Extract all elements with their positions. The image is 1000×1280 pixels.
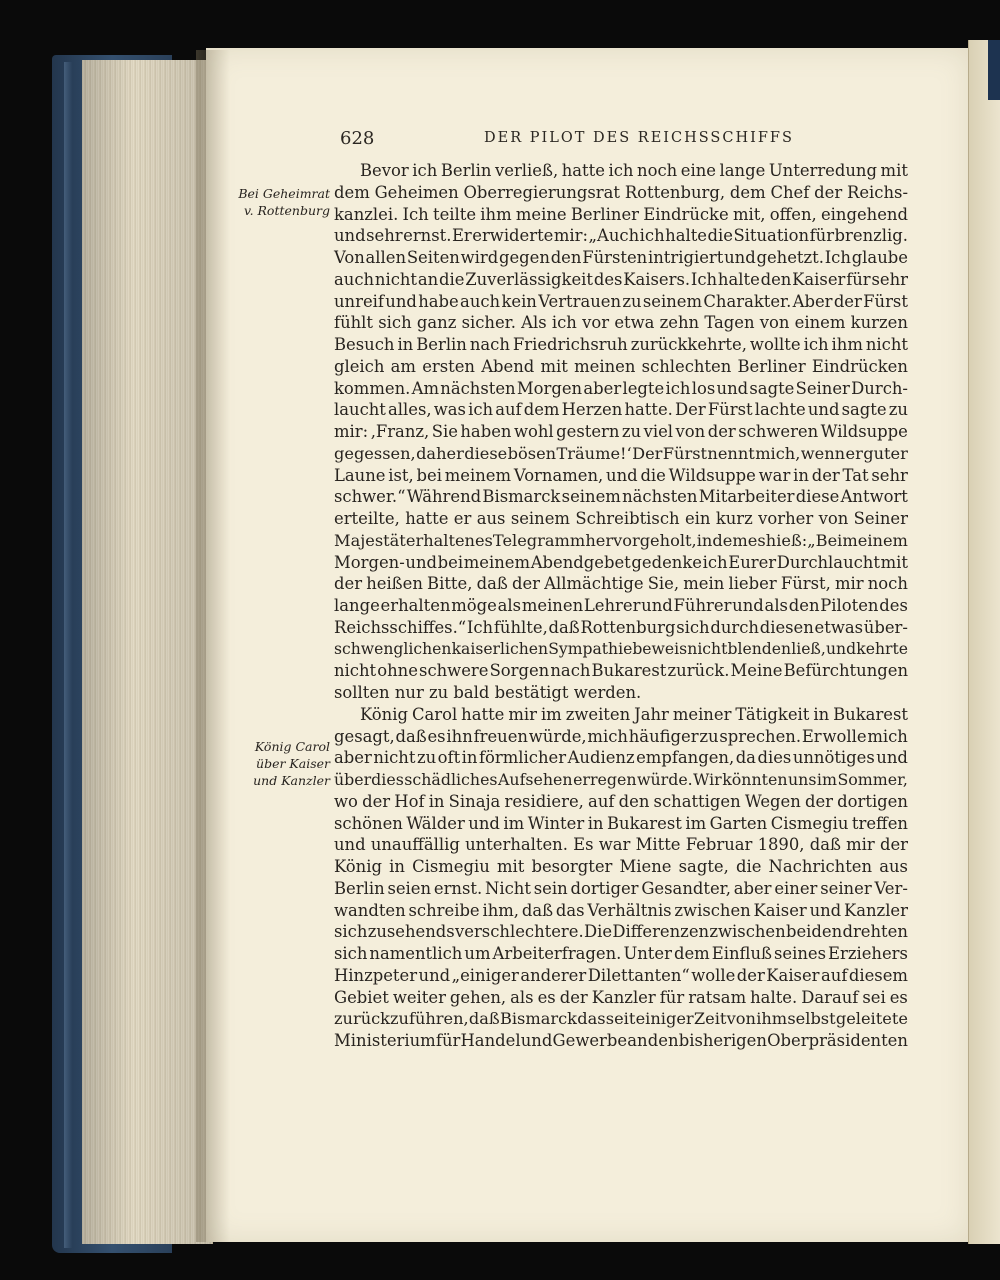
text-line: schwer.“ Während Bismarck seinem nächsten Mitarbeiter diese Antwort — [334, 487, 908, 507]
page-header — [340, 128, 910, 156]
text-line: Hinzpeter und „einiger anderer Dilettanten“ wolle der Kaiser auf diesem — [334, 965, 908, 985]
text-line: mir: ‚Franz, Sie haben wohl gestern zu viel von der schweren Wildsuppe — [334, 422, 908, 441]
cover-edge — [64, 62, 72, 1248]
text-line: kommen. Am nächsten Morgen aber legte ich los und sagte Seiner Durch- — [334, 378, 908, 398]
facing-page-edge — [968, 40, 1000, 1244]
text-line: schwenglichen kaiserlichen Sympathiebeweis nicht blenden ließ, und kehrte — [334, 639, 908, 658]
text-line: zurückzuführen, daß Bismarck das seit einiger Zeit von ihm selbst geleitete — [334, 1009, 908, 1029]
text-line: Gebiet weiter gehen, als es der Kanzler für ratsam halte. Darauf sei es — [334, 987, 908, 1007]
margin-note-line: Bei Geheimrat — [238, 186, 330, 201]
margin-note-line: v. Rottenburg — [244, 203, 330, 218]
text-line: gesagt, daß es ihn freuen würde, mich häufiger zu sprechen. Er wolle mich — [334, 726, 908, 746]
text-line: sich zusehends verschlechtere. Die Differenzen zwischen beiden drehten — [334, 922, 908, 942]
text-line: wandten schreibe ihm, daß das Verhältnis zwischen Kaiser und Kanzler — [334, 900, 908, 920]
text-line: lange erhalten möge als meinen Lehrer und Führer und als den Piloten des — [334, 596, 908, 615]
text-line: Reichsschiffes.“ Ich fühlte, daß Rottenburg sich durch diesen etwas über- — [334, 617, 908, 637]
margin-note-line: König Carol — [254, 739, 330, 754]
margin-note-rottenburg — [218, 185, 330, 219]
text-line: Laune ist, bei meinem Vornamen, und die Wildsuppe war in der Tat sehr — [334, 465, 908, 485]
text-line: König Carol hatte mir im zweiten Jahr meiner Tätigkeit in Bukarest — [360, 704, 908, 724]
text-line: Von allen Seiten wird gegen den Fürsten intrigiert und gehetzt. Ich glaube — [334, 248, 908, 267]
text-line: erteilte, hatte er aus seinem Schreibtisch ein kurz vorher von Seiner — [334, 509, 908, 528]
page-stack-shadow — [82, 60, 212, 1244]
margin-note-line: über Kaiser — [256, 756, 330, 771]
text-line: und sehr ernst. Er erwiderte mir: „Auch ich halte die Situation für brenzlig. — [334, 226, 908, 246]
margin-note-line: und Kanzler — [253, 773, 330, 788]
text-line: fühlt sich ganz sicher. Als ich vor etwa zehn Tagen von einem kurzen — [334, 313, 908, 333]
text-line: Ministerium für Handel und Gewerbe an den bisherigen Oberpräsidenten — [334, 1031, 908, 1050]
margin-note-carol — [218, 738, 330, 789]
page-number: 628 — [340, 128, 375, 149]
text-line: aber nicht zu oft in förmlicher Audienz empfangen, da dies unnötiges und — [334, 748, 908, 768]
text-line: unreif und habe auch kein Vertrauen zu seinem Charakter. Aber der Fürst — [334, 291, 908, 311]
text-line: Besuch in Berlin nach Friedrichsruh zurückkehrte, wollte ich ihm nicht — [334, 335, 908, 354]
cover-corner — [988, 40, 1000, 100]
text-line: sollten nur zu bald bestätigt werden. — [334, 683, 642, 702]
text-line: laucht alles, was ich auf dem Herzen hatte. Der Fürst lachte und sagte zu — [334, 400, 908, 420]
text-line: Berlin seien ernst. Nicht sein dortiger Gesandter, aber einer seiner Ver- — [334, 878, 908, 898]
running-title: DER PILOT DES REICHSSCHIFFS — [484, 130, 794, 146]
text-line: Bevor ich Berlin verließ, hatte ich noch eine lange Unterredung mit — [360, 161, 908, 180]
text-line: und unauffällig unterhalten. Es war Mitte Februar 1890, daß mir der — [334, 835, 908, 855]
text-line: gleich am ersten Abend mit meinen schlechten Berliner Eindrücken — [334, 356, 908, 376]
text-line: kanzlei. Ich teilte ihm meine Berliner Eindrücke mit, offen, eingehend — [334, 204, 908, 224]
body-text — [334, 160, 908, 1052]
text-line: sich namentlich um Arbeiterfragen. Unter dem Einfluß seines Erziehers — [334, 944, 908, 963]
text-line: der heißen Bitte, daß der Allmächtige Sie, mein lieber Fürst, mir noch — [334, 574, 908, 594]
text-line: überdies schädliches Aufsehen erregen würde. Wir könnten uns im Sommer, — [334, 770, 908, 789]
text-line: schönen Wälder und im Winter in Bukarest im Garten Cismegiu treffen — [334, 813, 908, 833]
text-line: auch nicht an die Zuverlässigkeit des Kaisers. Ich halte den Kaiser für sehr — [334, 269, 908, 289]
text-line: wo der Hof in Sinaja residiere, auf den schattigen Wegen der dortigen — [334, 791, 908, 811]
text-line: König in Cismegiu mit besorgter Miene sagte, die Nachrichten aus — [334, 857, 908, 876]
text-line: gegessen, daher diese bösen Träume!‘ Der Fürst nennt mich, wenn er guter — [334, 443, 908, 463]
text-line: Morgen- und bei meinem Abendgebet gedenke ich Eurer Durchlaucht mit — [334, 552, 908, 572]
page-gutter — [196, 50, 230, 1242]
text-line: Majestät erhaltenes Telegramm hervorgeholt, in dem es hieß: „Bei meinem — [334, 530, 908, 550]
text-line: nicht ohne schwere Sorgen nach Bukarest zurück. Meine Befürchtungen — [334, 661, 908, 681]
text-line: dem Geheimen Oberregierungsrat Rottenburg, dem Chef der Reichs- — [334, 182, 908, 202]
